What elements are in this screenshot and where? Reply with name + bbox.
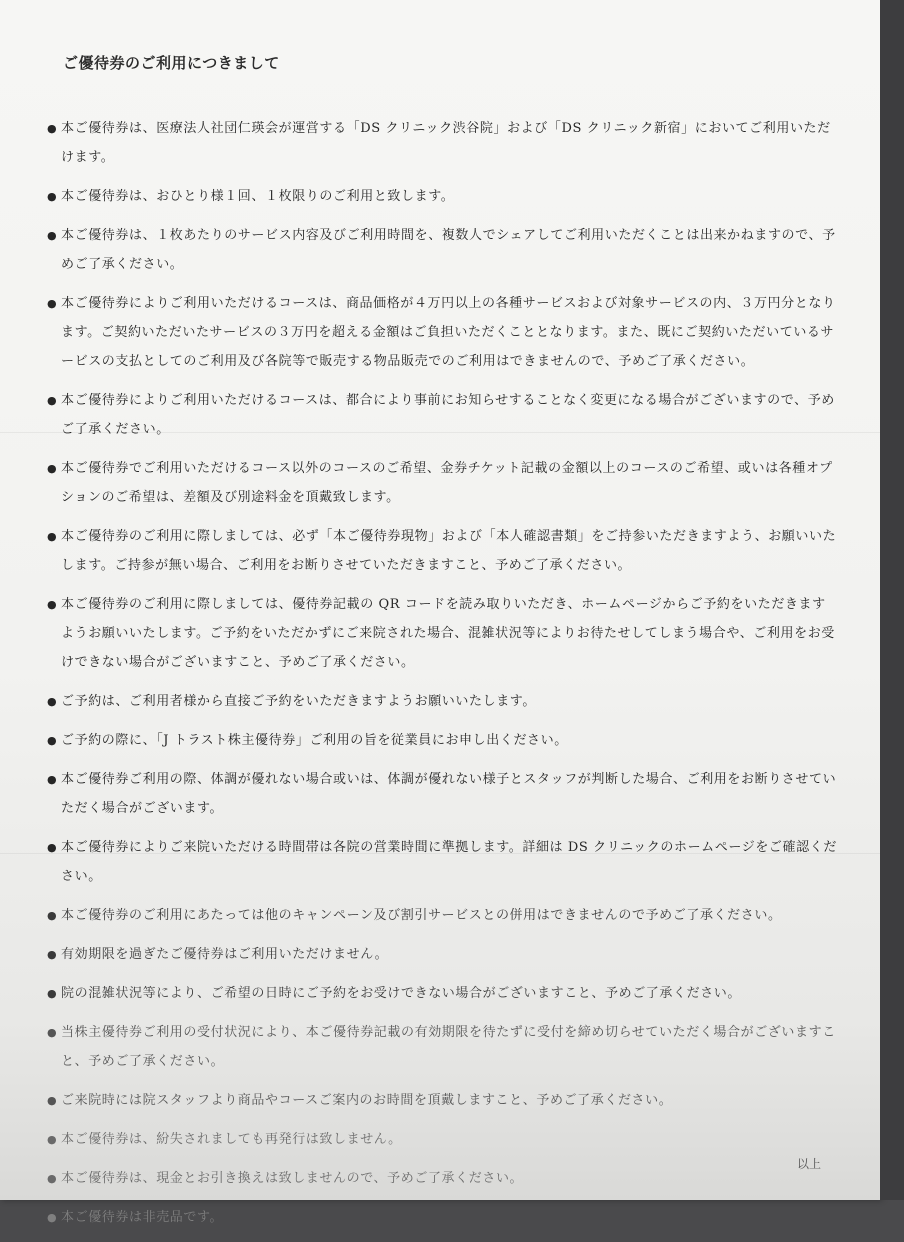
- bullet-icon: ●: [47, 598, 58, 611]
- notes-list: [47, 114, 837, 1242]
- notice-text: 本ご優待券によりご利用いただけるコースは、商品価格が４万円以上の各種サービスおよび対象サービスの内、３万円分となります。ご契約いただいたサービスの３万円を超える金額はご負担いただくこととなります。また、既にご契約いただいているサービスの支払としてのご利用及び各院等で販売する物品販売でのご利用はできませんので、予めご了承ください。: [61, 296, 836, 369]
- notice-text: 院の混雑状況等により、ご希望の日時にご予約をお受けできない場合がございますこと、予めご了承ください。: [61, 986, 742, 1001]
- background-surface: [880, 0, 904, 1200]
- notice-item: [47, 590, 837, 677]
- notice-text: 本ご優待券は、医療法人社団仁瑛会が運営する「DS クリニック渋谷院」および「DS クリニック新宿」においてご利用いただけます。: [61, 121, 831, 165]
- bullet-icon: ●: [47, 987, 58, 1000]
- notice-text: ご予約は、ご利用者様から直接ご予約をいただきますようお願いいたします。: [61, 694, 536, 709]
- notice-item: [47, 1018, 837, 1076]
- notice-text: ご予約の際に、「J トラスト株主優待券」ご利用の旨を従業員にお申し出ください。: [61, 733, 568, 748]
- notice-item: [47, 1203, 837, 1232]
- notice-item: [47, 386, 837, 444]
- notice-text: 本ご優待券ご利用の際、体調が優れない場合或いは、体調が優れない様子とスタッフが判断した場合、ご利用をお断りさせていただく場合がございます。: [61, 772, 837, 816]
- notice-item: [47, 979, 837, 1008]
- bullet-icon: ●: [47, 1094, 58, 1107]
- notice-item: [47, 726, 837, 755]
- bullet-icon: ●: [47, 190, 58, 203]
- notice-item: [47, 901, 837, 930]
- notice-text: 有効期限を過ぎたご優待券はご利用いただけません。: [61, 947, 389, 962]
- bullet-icon: ●: [47, 394, 58, 407]
- notice-text: 本ご優待券によりご来院いただける時間帯は各院の営業時間に準拠します。詳細は DS クリニックのホームページをご確認ください。: [61, 840, 837, 884]
- bullet-icon: ●: [47, 122, 58, 135]
- bullet-icon: ●: [47, 1133, 58, 1146]
- notice-text: 当株主優待券ご利用の受付状況により、本ご優待券記載の有効期限を待たずに受付を締め切らせていただく場合がございますこと、予めご了承ください。: [61, 1025, 836, 1069]
- notice-text: 本ご優待券は、現金とお引き換えは致しませんので、予めご了承ください。: [61, 1171, 524, 1186]
- notice-item: [47, 221, 837, 279]
- bullet-icon: ●: [47, 1026, 58, 1039]
- bullet-icon: ●: [47, 462, 58, 475]
- bullet-icon: ●: [47, 1211, 58, 1224]
- notice-text: 本ご優待券によりご利用いただけるコースは、都合により事前にお知らせすることなく変更になる場合がございますので、予めご了承ください。: [61, 393, 835, 437]
- bullet-icon: ●: [47, 909, 58, 922]
- notice-text: 本ご優待券のご利用にあたっては他のキャンペーン及び割引サービスとの併用はできませんので予めご了承ください。: [61, 908, 782, 923]
- notice-item: [47, 289, 837, 376]
- bullet-icon: ●: [47, 1172, 58, 1185]
- bullet-icon: ●: [47, 734, 58, 747]
- bullet-icon: ●: [47, 773, 58, 786]
- notice-text: ご来院時には院スタッフより商品やコースご案内のお時間を頂戴しますこと、予めご了承ください。: [61, 1093, 673, 1108]
- notice-text: 本ご優待券は、紛失されましても再発行は致しません。: [61, 1132, 402, 1147]
- document-title: ご優待券のご利用につきまして: [63, 54, 280, 72]
- notice-item: [47, 1086, 837, 1115]
- bullet-icon: ●: [47, 530, 58, 543]
- notice-item: [47, 765, 837, 823]
- notice-text: 本ご優待券のご利用に際しましては、必ず「本ご優待券現物」および「本人確認書類」をご持参いただきますよう、お願いいたします。ご持参が無い場合、ご利用をお断りさせていただきますこと、予めご了承ください。: [61, 529, 837, 573]
- notice-item: [47, 114, 837, 172]
- notice-text: 本ご優待券は非売品です。: [61, 1210, 224, 1225]
- notice-item: [47, 182, 837, 211]
- notice-text: 本ご優待券でご利用いただけるコース以外のコースのご希望、金券チケット記載の金額以上のコースのご希望、或いは各種オプションのご希望は、差額及び別途料金を頂戴致します。: [61, 461, 833, 505]
- notice-item: [47, 687, 837, 716]
- notice-text: 本ご優待券は、おひとり様１回、１枚限りのご利用と致します。: [61, 189, 455, 204]
- notice-item: [47, 454, 837, 512]
- bullet-icon: ●: [47, 841, 58, 854]
- notice-item: [47, 833, 837, 891]
- notice-item: [47, 940, 837, 969]
- notice-item: [47, 1164, 837, 1193]
- notice-item: [47, 522, 837, 580]
- bullet-icon: ●: [47, 297, 58, 310]
- notice-text: 本ご優待券のご利用に際しましては、優待券記載の QR コードを読み取りいただき、ホームページからご予約をいただきますようお願いいたします。ご予約をいただかずにご来院された場合、混雑状況等によりお待たせしてしまう場合や、ご利用をお受けできない場合がございますこと、予めご了承ください。: [61, 597, 835, 670]
- bullet-icon: ●: [47, 948, 58, 961]
- closing-remark: 以上: [797, 1157, 822, 1171]
- notice-text: 本ご優待券は、１枚あたりのサービス内容及びご利用時間を、複数人でシェアしてご利用いただくことは出来かねますので、予めご了承ください。: [61, 228, 836, 272]
- bullet-icon: ●: [47, 695, 58, 708]
- bullet-icon: ●: [47, 229, 58, 242]
- notice-item: [47, 1125, 837, 1154]
